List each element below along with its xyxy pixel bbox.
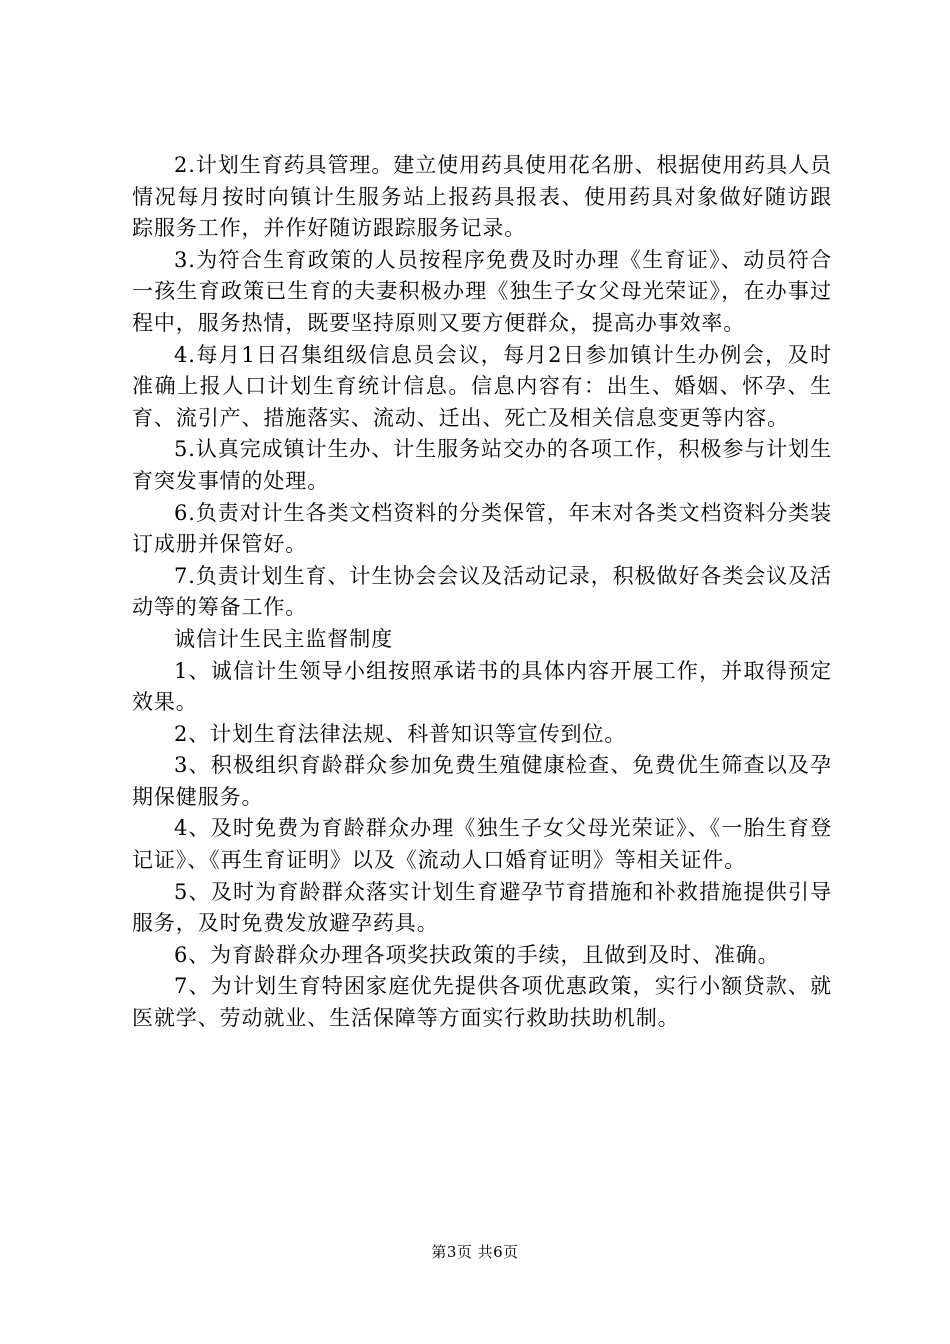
paragraph-item-3: 3.为符合生育政策的人员按程序免费及时办理《生育证》、动员符合一孩生育政策已生育的夫妻积极办理《独生子女父母光荣证》，在办事过程中，服务热情，既要坚持原则又要方便群众，提高办事效率。 (132, 247, 832, 335)
section-paragraph-2: 2、计划生育法律法规、科普知识等宣传到位。 (174, 721, 627, 746)
paragraph-item-6: 6.负责对计生各类文档资料的分类保管，年末对各类文档资料分类装订成册并保管好。 (132, 500, 832, 557)
section-paragraph-3: 3、积极组织育龄群众参加免费生殖健康检查、免费优生筛查以及孕期保健服务。 (132, 753, 832, 809)
section-paragraph-7: 7、为计划生育特困家庭优先提供各项优惠政策，实行小额贷款、就医就学、劳动就业、生活保障等方面实行救助扶助机制。 (132, 974, 832, 1031)
page-number-footer: 第3页 共6页 (431, 1243, 519, 1261)
section-paragraph-6: 6、为育龄群众办理各项奖扶政策的手续，且做到及时、准确。 (174, 942, 780, 967)
paragraph-item-7: 7.负责计划生育、计生协会会议及活动记录，积极做好各类会议及活动等的筹备工作。 (132, 563, 832, 620)
document-body (132, 150, 832, 1035)
paragraph-item-4: 4.每月1日召集组级信息员会议，每月2日参加镇计生办例会，及时准确上报人口计划生育统计信息。信息内容有：出生、婚姻、怀孕、生育、流引产、措施落实、流动、迁出、死亡及相关信息变更等内容。 (132, 342, 832, 430)
section-paragraph-4: 4、及时免费为育龄群众办理《独生子女父母光荣证》、《一胎生育登记证》、《再生育证明》以及《流动人口婚育证明》等相关证件。 (132, 816, 832, 873)
section-paragraph-1: 1、诚信计生领导小组按照承诺书的具体内容开展工作，并取得预定效果。 (132, 658, 832, 715)
paragraph-item-2: 2.计划生育药具管理。建立使用药具使用花名册、根据使用药具人员情况每月按时向镇计生服务站上报药具报表、使用药具对象做好随访跟踪服务工作，并作好随访跟踪服务记录。 (132, 153, 832, 241)
paragraph-item-5: 5.认真完成镇计生办、计生服务站交办的各项工作，积极参与计划生育突发事情的处理。 (132, 437, 832, 493)
section-title: 诚信计生民主监督制度 (174, 626, 393, 651)
section-paragraph-5: 5、及时为育龄群众落实计划生育避孕节育措施和补救措施提供引导服务，及时免费发放避孕药具。 (132, 879, 832, 936)
